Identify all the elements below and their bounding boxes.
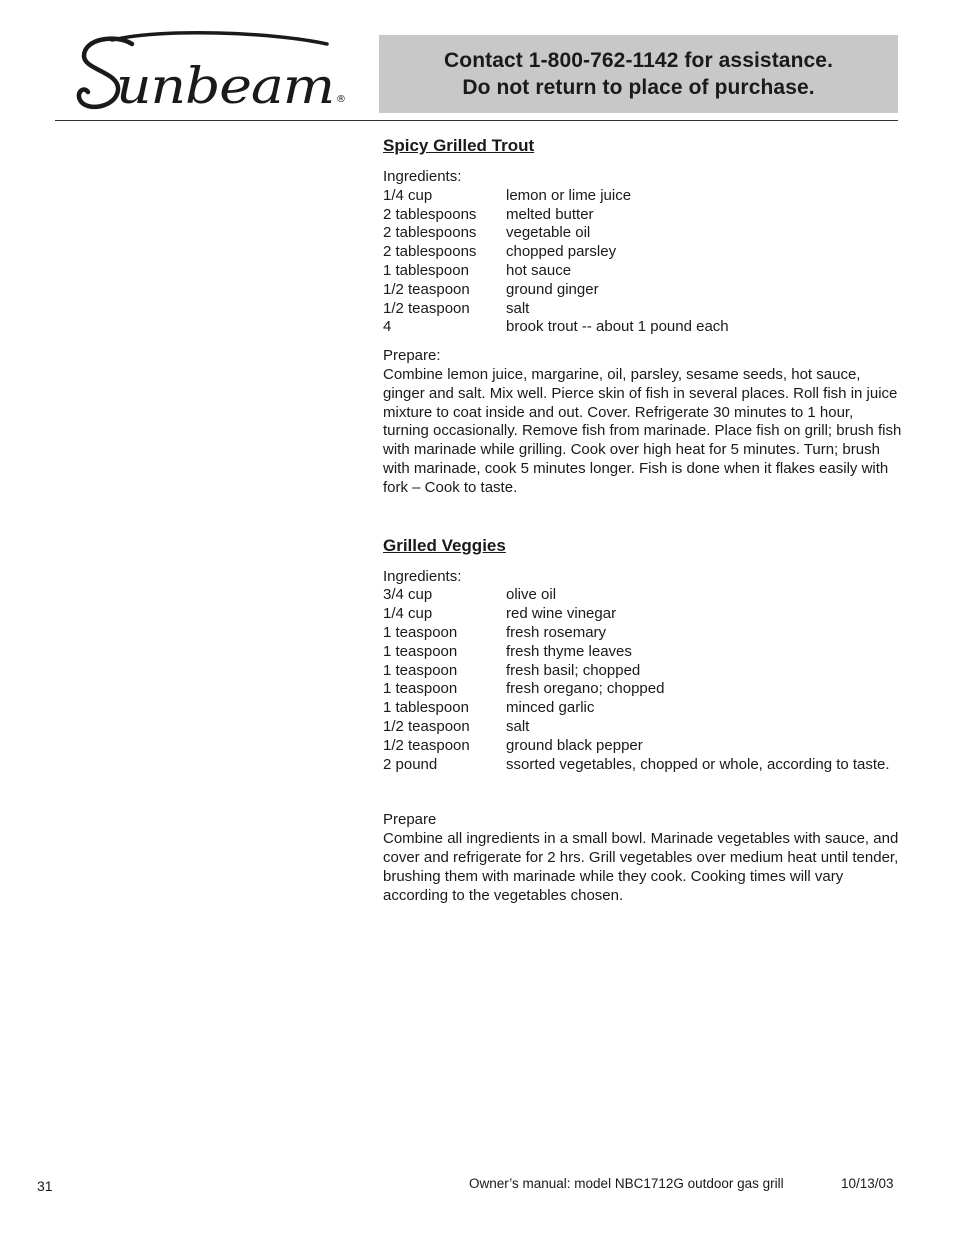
recipe-content [383,135,903,905]
ingredient-qty: 1 teaspoon [383,661,458,679]
footer-date: 10/13/03 [841,1176,894,1191]
contact-line-1: Contact 1-800-762-1142 for assistance. [444,49,833,72]
recipe-spicy-grilled-trout [383,135,903,498]
ingredient-item: brook trout -- about 1 pound each [506,318,729,336]
ingredient-row [383,662,903,681]
ingredient-row [383,737,903,756]
ingredient-item: vegetable oil [506,224,591,242]
ingredient-item: ssorted vegetables, chopped or whole, according to taste. [506,755,890,773]
footer-manual-title: Owner’s manual: model NBC1712G outdoor gas grill [469,1176,784,1191]
recipe-title: Grilled Veggies [383,535,506,555]
prepare-label: Prepare: [383,347,441,365]
ingredient-qty: 2 tablespoons [383,224,477,242]
ingredient-qty: 2 pound [383,755,438,773]
recipe-title: Spicy Grilled Trout [383,136,535,155]
ingredient-item: ground black pepper [506,736,643,754]
prepare-label: Prepare [383,811,437,829]
ingredient-row [383,300,903,319]
ingredients-list [383,586,903,774]
ingredient-item: red wine vinegar [506,605,617,623]
ingredient-item: chopped parsley [506,243,617,261]
ingredient-item: melted butter [506,205,594,223]
prepare-instructions: Combine lemon juice, margarine, oil, parsley, sesame seeds, hot sauce, ginger and salt. Mix well. Pierce skin of fish in several places. Roll fish in juice mixture to coat inside and out. Cover. Refrigerate 30 minutes to 1 hour, turning occasionally. Remove fish from marinade. Place fish on grill; brush fish with marinade while grilling. Cook over high heat for 5 minutes. Turn; brush with marinade, cook 5 minutes longer. Fish is done when it flakes easily with fork – Cook to taste. [383,365,902,496]
ingredient-row [383,699,903,718]
contact-line-2: Do not return to place of purchase. [462,76,815,99]
ingredient-item: olive oil [506,586,557,604]
ingredient-qty: 1 teaspoon [383,642,458,660]
ingredient-row [383,605,903,624]
svg-text:®: ® [336,94,346,105]
ingredient-qty: 3/4 cup [383,586,433,604]
ingredient-row [383,643,903,662]
ingredient-item: minced garlic [506,699,595,717]
ingredient-item: salt [506,717,530,735]
ingredient-item: lemon or lime juice [506,186,632,204]
ingredient-qty: 1/2 teaspoon [383,299,470,317]
ingredient-qty: 1 tablespoon [383,699,469,717]
ingredient-qty: 1/2 teaspoon [383,736,470,754]
ingredient-qty: 1 teaspoon [383,680,458,698]
recipe-grilled-veggies [383,535,903,906]
ingredient-row [383,318,903,337]
ingredient-item: fresh oregano; chopped [506,680,665,698]
ingredient-qty: 1/4 cup [383,605,433,623]
svg-text:unbeam: unbeam [116,57,334,115]
ingredient-row [383,718,903,737]
assistance-banner [379,35,898,113]
ingredient-row [383,224,903,243]
sunbeam-logo [72,30,362,120]
ingredient-item: salt [506,299,530,317]
ingredient-qty: 1/2 teaspoon [383,280,470,298]
ingredient-item: fresh rosemary [506,623,607,641]
page-number: 31 [37,1178,53,1194]
ingredient-qty: 2 tablespoons [383,205,477,223]
ingredient-row [383,624,903,643]
ingredient-row [383,680,903,699]
ingredient-row [383,206,903,225]
ingredient-item: fresh thyme leaves [506,642,632,660]
ingredient-row [383,281,903,300]
ingredient-row [383,262,903,281]
ingredient-item: hot sauce [506,261,572,279]
ingredient-qty: 1 tablespoon [383,261,469,279]
ingredient-qty: 2 tablespoons [383,243,477,261]
ingredient-qty: 1/4 cup [383,186,433,204]
ingredient-qty: 4 [383,318,392,336]
ingredient-qty: 1 teaspoon [383,623,458,641]
ingredients-label: Ingredients: [383,567,462,585]
ingredient-row [383,586,903,605]
header-divider [55,120,898,121]
ingredient-row [383,187,903,206]
ingredients-list [383,187,903,337]
ingredients-label: Ingredients: [383,168,462,185]
ingredient-item: ground ginger [506,280,599,298]
ingredient-row [383,243,903,262]
prepare-instructions: Combine all ingredients in a small bowl. Marinade vegetables with sauce, and cover and refrigerate for 2 hrs. Grill vegetables over medium heat until tender, brushing them with marinade while they cook. Cooking times will vary according to the vegetables chosen. [383,830,899,904]
ingredient-qty: 1/2 teaspoon [383,717,470,735]
ingredient-row [383,756,903,775]
ingredient-item: fresh basil; chopped [506,661,641,679]
